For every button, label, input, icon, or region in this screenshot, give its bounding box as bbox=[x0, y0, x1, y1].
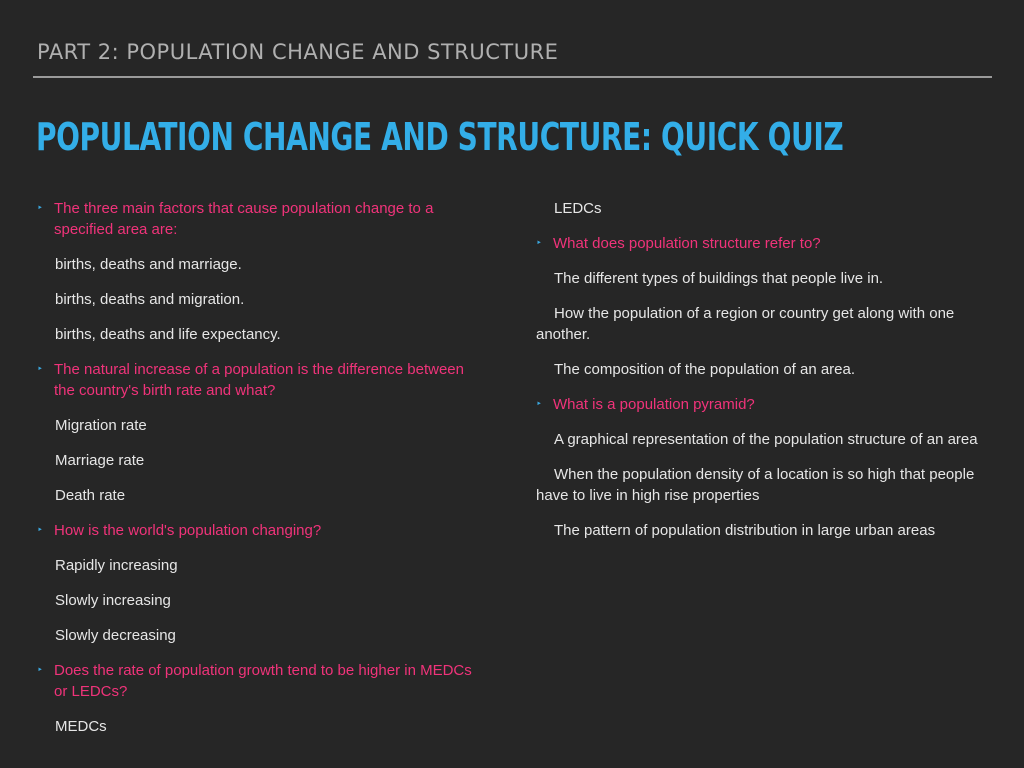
answer-option[interactable]: Marriage rate bbox=[55, 452, 145, 469]
question-1: ‣ The three main factors that cause population change to a specified area are: bbox=[37, 200, 434, 238]
answer-option[interactable]: Death rate bbox=[55, 487, 126, 504]
answer-option[interactable]: Slowly decreasing bbox=[55, 627, 176, 644]
bullet-icon: ‣ bbox=[536, 399, 542, 410]
section-header: PART 2: POPULATION CHANGE AND STRUCTURE bbox=[37, 40, 559, 64]
answer-option[interactable]: Slowly increasing bbox=[55, 592, 171, 609]
right-column bbox=[536, 198, 991, 555]
bullet-icon: ‣ bbox=[37, 203, 43, 214]
header-divider bbox=[33, 76, 992, 78]
slide-title: POPULATION CHANGE AND STRUCTURE: QUICK QUIZ bbox=[36, 115, 844, 159]
answer-option[interactable]: A graphical representation of the population structure of an area bbox=[554, 431, 978, 448]
bullet-icon: ‣ bbox=[37, 364, 43, 375]
answer-option[interactable]: births, deaths and migration. bbox=[55, 291, 245, 308]
bullet-icon: ‣ bbox=[37, 525, 43, 536]
answer-option[interactable]: The different types of buildings that people live in. bbox=[554, 270, 884, 287]
answer-option[interactable]: births, deaths and marriage. bbox=[55, 256, 242, 273]
answer-option[interactable]: births, deaths and life expectancy. bbox=[55, 326, 281, 343]
left-column bbox=[37, 198, 487, 751]
answer-option[interactable]: The composition of the population of an area. bbox=[554, 361, 856, 378]
answer-option[interactable]: MEDCs bbox=[55, 718, 107, 735]
bullet-icon: ‣ bbox=[536, 238, 542, 249]
answer-option[interactable]: When the population density of a location is so high that people have to live in high rise properties bbox=[536, 466, 975, 504]
question-3: ‣ How is the world's population changing? bbox=[37, 522, 322, 539]
question-4: ‣ Does the rate of population growth tend to be higher in MEDCs or LEDCs? bbox=[37, 662, 472, 700]
bullet-icon: ‣ bbox=[37, 665, 43, 676]
question-5: ‣ What does population structure refer to? bbox=[536, 235, 821, 252]
answer-option[interactable]: The pattern of population distribution in large urban areas bbox=[554, 522, 936, 539]
answer-option[interactable]: Rapidly increasing bbox=[55, 557, 178, 574]
answer-option[interactable]: How the population of a region or country get along with one another. bbox=[536, 305, 955, 343]
answer-option[interactable]: LEDCs bbox=[554, 200, 602, 217]
question-2: ‣ The natural increase of a population is the difference between the country's birth rate and what? bbox=[37, 361, 464, 399]
answer-option[interactable]: Migration rate bbox=[55, 417, 147, 434]
question-6: ‣ What is a population pyramid? bbox=[536, 396, 755, 413]
